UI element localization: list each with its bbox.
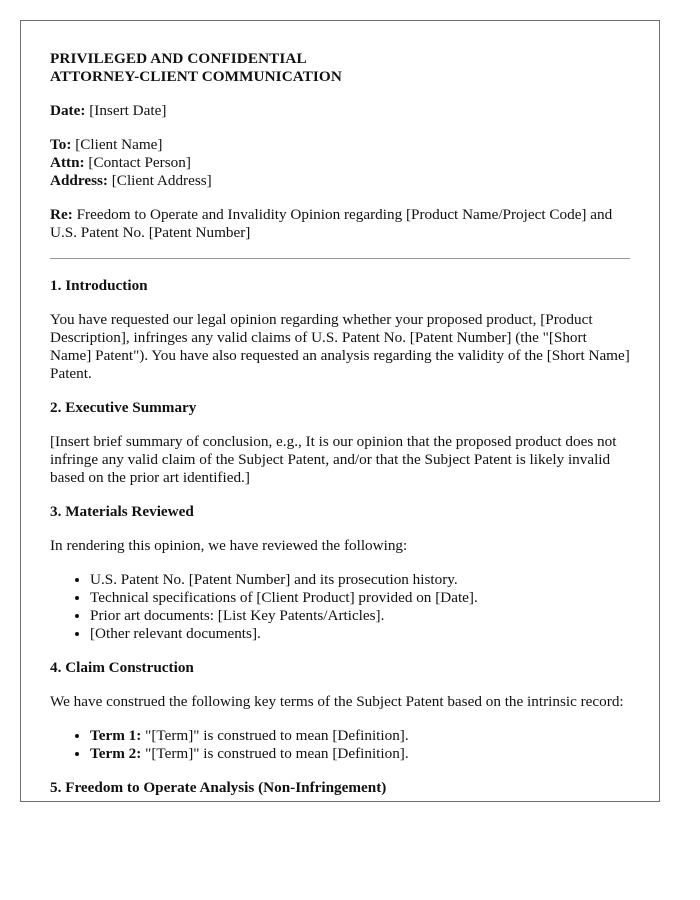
address-row xyxy=(50,172,630,190)
term-text: "[Term]" is construed to mean [Definition]. xyxy=(141,727,409,744)
subject-row xyxy=(50,206,630,242)
to-row xyxy=(50,136,630,154)
confidentiality-header: PRIVILEGED AND CONFIDENTIAL xyxy=(50,50,307,67)
date-value: [Insert Date] xyxy=(85,102,167,119)
section-executive-summary-body: [Insert brief summary of conclusion, e.g., It is our opinion that the proposed product does not infringe any valid claim of the Subject Patent, and/or that the Subject Patent is likely invalid based on the prior art identified.] xyxy=(50,433,617,486)
date-label: Date: xyxy=(50,102,86,119)
section-materials-intro: In rendering this opinion, we have reviewed the following: xyxy=(50,537,408,554)
attn-row xyxy=(50,154,630,172)
section-fto-heading: 5. Freedom to Operate Analysis (Non-Infringement) xyxy=(50,779,387,796)
section-claim-construction-body: We have construed the following key terms of the Subject Patent based on the intrinsic record: xyxy=(50,693,624,710)
document-page xyxy=(20,20,660,802)
to-value: [Client Name] xyxy=(71,136,163,153)
communication-header: ATTORNEY-CLIENT COMMUNICATION xyxy=(50,68,342,85)
terms-list xyxy=(50,727,630,763)
recipient-block xyxy=(50,136,630,190)
section-claim-construction-heading: 4. Claim Construction xyxy=(50,659,194,676)
term-label: Term 1: xyxy=(90,727,142,744)
list-item: • U.S. Patent No. [Patent Number] and its prosecution history. xyxy=(90,571,630,589)
section-executive-summary-heading: 2. Executive Summary xyxy=(50,399,197,416)
term-label: Term 2: xyxy=(90,745,142,762)
document-header xyxy=(50,50,630,86)
attn-value: [Contact Person] xyxy=(84,154,191,171)
header-divider xyxy=(50,258,630,259)
subject-value: Freedom to Operate and Invalidity Opinion regarding [Product Name/Project Code] and U.S. Patent No. [Patent Number] xyxy=(50,206,613,241)
list-item: • [Other relevant documents]. xyxy=(90,625,630,643)
date-row xyxy=(50,102,630,120)
section-materials-heading: 3. Materials Reviewed xyxy=(50,503,194,520)
address-value: [Client Address] xyxy=(107,172,212,189)
section-introduction-body: You have requested our legal opinion regarding whether your proposed product, [Product Description], infringes any valid claims of U.S. Patent No. [Patent Number] (the "[Short Name] Patent"). You have also requested an analysis regarding the validity of the [Short Name] Patent. xyxy=(50,311,630,382)
list-item: • Technical specifications of [Client Product] provided on [Date]. xyxy=(90,589,630,607)
list-item: • Prior art documents: [List Key Patents/Articles]. xyxy=(90,607,630,625)
subject-label: Re: xyxy=(50,206,73,223)
section-introduction-heading: 1. Introduction xyxy=(50,277,148,294)
materials-list xyxy=(50,571,630,643)
list-item xyxy=(90,745,630,763)
list-item xyxy=(90,727,630,745)
term-text: "[Term]" is construed to mean [Definition]. xyxy=(141,745,409,762)
address-label: Address: xyxy=(50,172,108,189)
to-label: To: xyxy=(50,136,72,153)
attn-label: Attn: xyxy=(50,154,85,171)
